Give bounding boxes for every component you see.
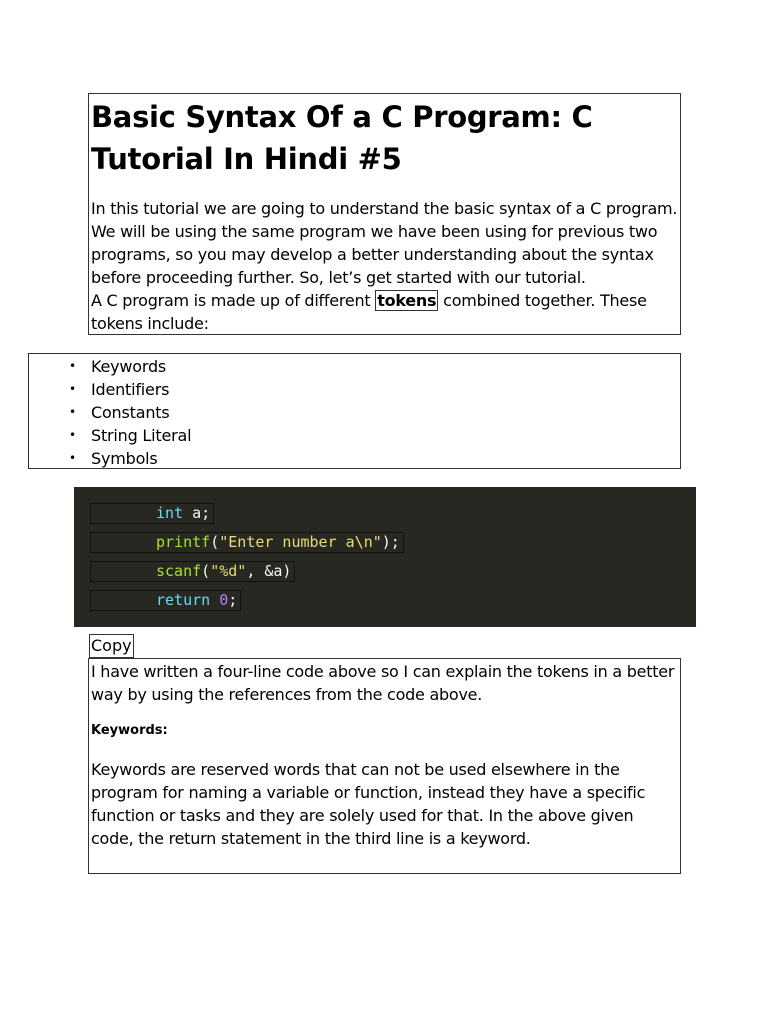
intro-section [88, 93, 681, 335]
code-line-2: printf("Enter number a\n"); [90, 532, 404, 553]
code-keyword: return [156, 591, 211, 609]
tokens-sentence-end: combined together. These tokens include: [91, 291, 647, 333]
page-title: Basic Syntax Of a C Program: C Tutorial In Hindi #5 [91, 100, 593, 176]
code-function: printf [156, 533, 211, 551]
tokens-list [69, 355, 191, 470]
code-string: "%d" [210, 562, 247, 580]
keywords-paragraph: Keywords are reserved words that can not be used elsewhere in the program for naming a variable or function, instead they have a specific function or tasks and they are solely used for that. In the above given code, the return statement in the third line is a keyword. [91, 760, 646, 848]
keywords-heading: Keywords: [91, 723, 168, 738]
tokens-list-box [28, 353, 681, 469]
bullet-icon: • [69, 405, 76, 419]
bullet-icon: • [69, 428, 76, 442]
bullet-icon: • [69, 382, 76, 396]
code-block [74, 487, 696, 627]
code-function: scanf [156, 562, 202, 580]
list-item: • Identifiers [69, 380, 170, 399]
intro-paragraph: In this tutorial we are going to understand the basic syntax of a C program. We will be using the same program we have been using for previous two programs, so you may develop a better understanding about the syntax before proceeding further. So, let’s get started with our tutorial. [91, 199, 678, 287]
list-item: • Constants [69, 403, 170, 422]
tokens-sentence [91, 289, 680, 335]
code-line-1: int a; [90, 503, 214, 524]
list-item: • Symbols [69, 449, 158, 468]
tokens-sentence-start: A C program is made up of different [91, 291, 376, 310]
tokens-highlight: tokens [377, 291, 437, 310]
code-line-4: return 0; [90, 590, 241, 611]
bullet-icon: • [69, 359, 76, 373]
code-string: "Enter number a\n" [219, 533, 382, 551]
bullet-icon: • [69, 451, 76, 465]
copy-button[interactable]: Copy [89, 634, 134, 658]
list-item: • Keywords [69, 357, 167, 376]
code-number: 0 [219, 591, 229, 609]
code-keyword: int [156, 504, 184, 522]
explanation-paragraph: I have written a four-line code above so I can explain the tokens in a better way by using the references from the code above. [91, 662, 675, 704]
list-item: • String Literal [69, 426, 192, 445]
explanation-section [88, 658, 681, 874]
code-line-3: scanf("%d", &a) [90, 561, 295, 582]
